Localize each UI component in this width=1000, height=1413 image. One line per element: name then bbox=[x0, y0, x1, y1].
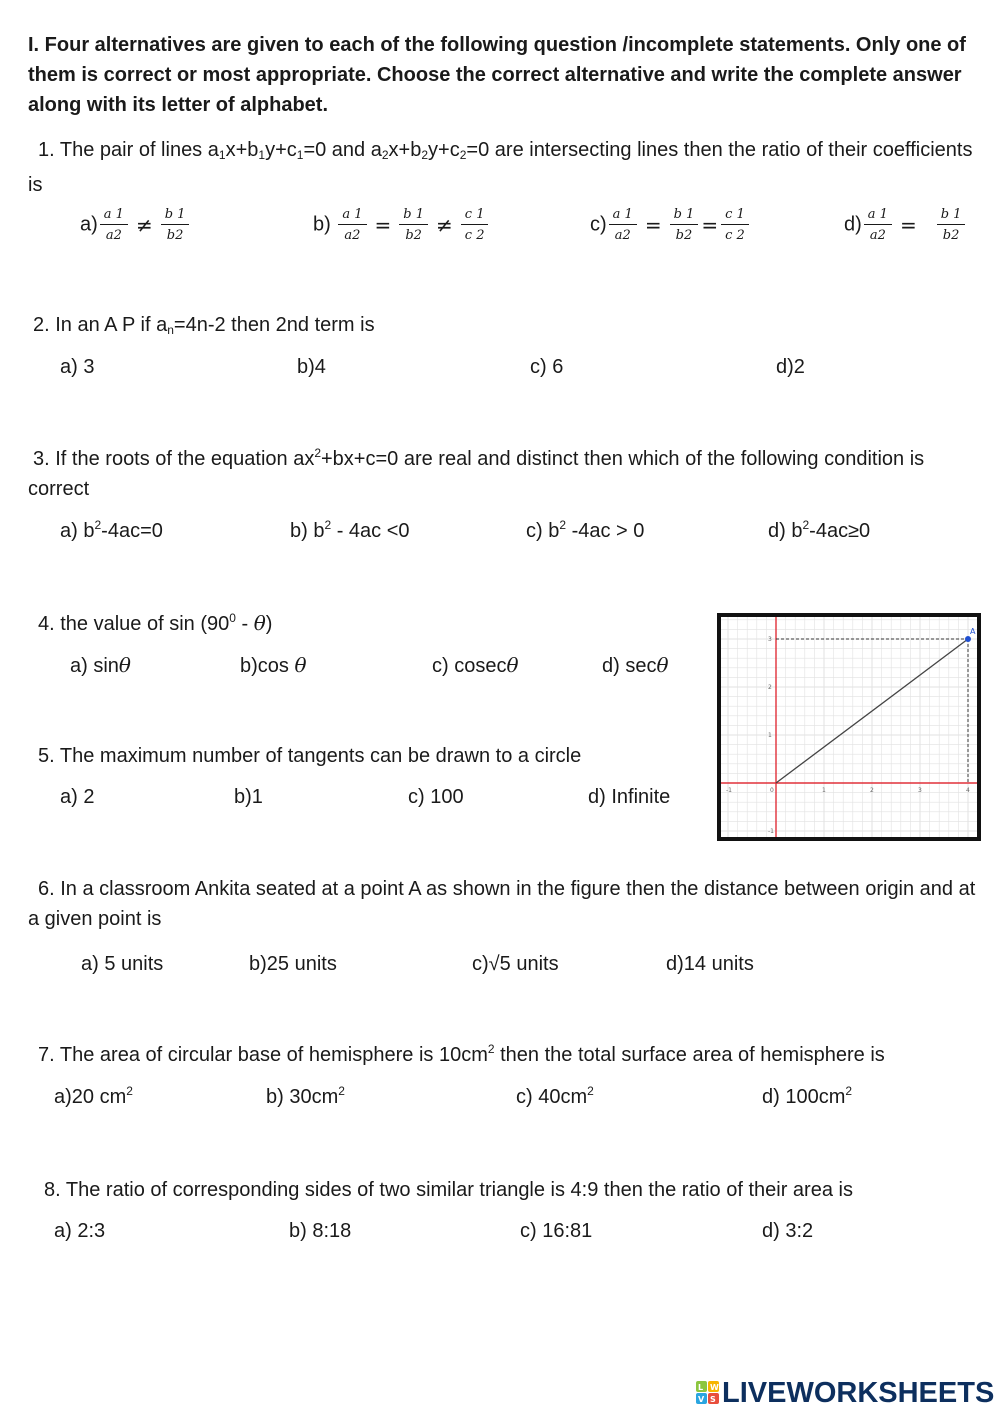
q2-number: 2. bbox=[33, 314, 50, 336]
svg-text:L: L bbox=[698, 1383, 704, 1392]
plot-marks bbox=[776, 627, 976, 783]
q8-option-a[interactable]: a) 2:3 bbox=[54, 1220, 106, 1242]
x-tick-label: 3 bbox=[918, 787, 922, 794]
q4-text: the value of $\sin (90^0 - \theta)$ bbox=[60, 611, 273, 635]
q1-text: The pair of lines $a_1x+b_1y+c_1=0$ and $a_2x+b_2y+c_2=0$ are intersecting lines then the ratio of their coefficients is bbox=[28, 139, 973, 196]
q4-option-c[interactable]: c) cosecθ bbox=[432, 653, 519, 677]
q1-number: 1. bbox=[38, 139, 55, 161]
y-tick-label: 1 bbox=[768, 732, 772, 739]
svg-text:V: V bbox=[698, 1395, 705, 1404]
point-a-label: A bbox=[970, 627, 976, 636]
q1-option-b[interactable]: b) $\frac{a 1}{a2}$ = $\frac{b 1}{b2}$ ≠ $\frac{c 1}{c 2}$ bbox=[313, 207, 490, 243]
q7-option-d[interactable]: d) $100cm^2$ bbox=[762, 1084, 853, 1108]
svg-text:S: S bbox=[710, 1395, 716, 1404]
q3-option-a[interactable]: a) $b^2-4ac=0$ bbox=[60, 518, 163, 542]
q2-option-b[interactable]: b)4 bbox=[297, 356, 326, 378]
x-tick-label: 4 bbox=[966, 787, 970, 794]
question-6 bbox=[28, 874, 978, 934]
q4-number: 4. bbox=[38, 613, 55, 635]
q5-text: The maximum number of tangents can be drawn to a circle bbox=[59, 745, 582, 767]
axes bbox=[721, 617, 977, 837]
coordinate-plot bbox=[721, 617, 977, 837]
q2-option-a[interactable]: a) 3 bbox=[60, 356, 95, 378]
q1-option-a[interactable]: a) $\frac{a 1}{a2}$ ≠ $\frac{b 1}{b2}$ bbox=[80, 207, 191, 243]
grid-lines bbox=[721, 617, 977, 837]
q6-option-c[interactable]: c)√5 units bbox=[472, 953, 559, 975]
q3-option-c[interactable]: c) $b^2$ -4ac > 0 bbox=[526, 518, 645, 542]
x-tick-label: 0 bbox=[770, 787, 774, 794]
q3-option-b[interactable]: b) $b^2 - 4ac <0$ bbox=[290, 518, 410, 542]
instructions: I. Four alternatives are given to each of the following question /incomplete statements. Only one of them is correct or most appropriate. Choose the correct alternative and write the complete answer along with its letter of alphabet. bbox=[28, 34, 966, 116]
q5-option-a[interactable]: a) 2 bbox=[60, 786, 95, 808]
q6-text: In a classroom Ankita seated at a point A as shown in the figure then the distance between origin and at a given point is bbox=[28, 878, 976, 930]
x-tick-label: 2 bbox=[870, 787, 874, 794]
question-2 bbox=[28, 310, 978, 345]
point-a bbox=[965, 636, 971, 642]
x-tick-label: -1 bbox=[726, 787, 732, 794]
question-8 bbox=[44, 1175, 853, 1205]
q6-number: 6. bbox=[38, 878, 55, 900]
q5-option-c[interactable]: c) 100 bbox=[408, 786, 464, 808]
q5-number: 5. bbox=[38, 745, 55, 767]
liveworksheets-logo[interactable] bbox=[696, 1376, 994, 1410]
q3-option-d[interactable]: d) $b^2-4ac\ge 0$ bbox=[768, 518, 871, 542]
q7-text: The area of circular base of hemisphere is $10cm^2$ then the total surface area of hemisphere is bbox=[59, 1042, 885, 1066]
question-4 bbox=[38, 608, 272, 639]
y-tick-label: 2 bbox=[768, 684, 772, 691]
y-tick-label: 3 bbox=[768, 636, 772, 643]
q7-number: 7. bbox=[38, 1044, 55, 1066]
q6-option-b[interactable]: b)25 units bbox=[249, 953, 337, 975]
q2-option-c[interactable]: c) 6 bbox=[530, 356, 564, 378]
q4-option-a[interactable]: a) sinθ bbox=[70, 653, 131, 677]
q8-option-c[interactable]: c) 16:81 bbox=[520, 1220, 593, 1242]
q3-number: 3. bbox=[33, 448, 50, 470]
question-5 bbox=[38, 741, 581, 771]
y-tick-label: -1 bbox=[768, 828, 774, 835]
svg-text:W: W bbox=[710, 1383, 719, 1392]
q8-option-b[interactable]: b) 8:18 bbox=[289, 1220, 352, 1242]
logo-icon bbox=[696, 1380, 720, 1406]
q6-option-d[interactable]: d)14 units bbox=[666, 953, 754, 975]
q2-option-d[interactable]: d)2 bbox=[776, 356, 805, 378]
coordinate-figure bbox=[717, 613, 981, 841]
q5-option-b[interactable]: b)1 bbox=[234, 786, 263, 808]
q5-option-d[interactable]: d) Infinite bbox=[588, 786, 671, 808]
q2-text: In an A P if $a_n=4n-2$ then 2nd term is bbox=[55, 314, 375, 337]
q1-option-d[interactable]: d) $\frac{a 1}{a2}$ = $\frac{b 1}{b2}$ bbox=[844, 207, 967, 243]
q8-option-d[interactable]: d) 3:2 bbox=[762, 1220, 814, 1242]
question-1 bbox=[28, 135, 978, 200]
q4-option-d[interactable]: d) secθ bbox=[602, 653, 669, 677]
q6-option-a[interactable]: a) 5 units bbox=[81, 953, 164, 975]
q8-number: 8. bbox=[44, 1179, 61, 1201]
q4-option-b[interactable]: b)cos θ bbox=[240, 653, 307, 677]
q7-option-c[interactable]: c) $40cm^2$ bbox=[516, 1084, 594, 1108]
q8-text: The ratio of corresponding sides of two similar triangle is 4:9 then the ratio of their area is bbox=[65, 1179, 853, 1201]
q7-option-a[interactable]: a)20 $cm^2$ bbox=[54, 1084, 133, 1108]
logo-text: LIVEWORKSHEETS bbox=[722, 1376, 995, 1409]
x-tick-label: 1 bbox=[822, 787, 826, 794]
question-3 bbox=[28, 444, 978, 504]
q1-option-c[interactable]: c) $\frac{a 1}{a2}$ = $\frac{b 1}{b2}$ = $\frac{c 1}{c 2}$ bbox=[590, 207, 751, 243]
q7-option-b[interactable]: b) $30cm^2$ bbox=[266, 1084, 345, 1108]
q3-text: If the roots of the equation $ax^2+bx+c=0$ are real and distinct then which of the following condition is correct bbox=[28, 446, 925, 500]
question-7 bbox=[38, 1040, 885, 1070]
